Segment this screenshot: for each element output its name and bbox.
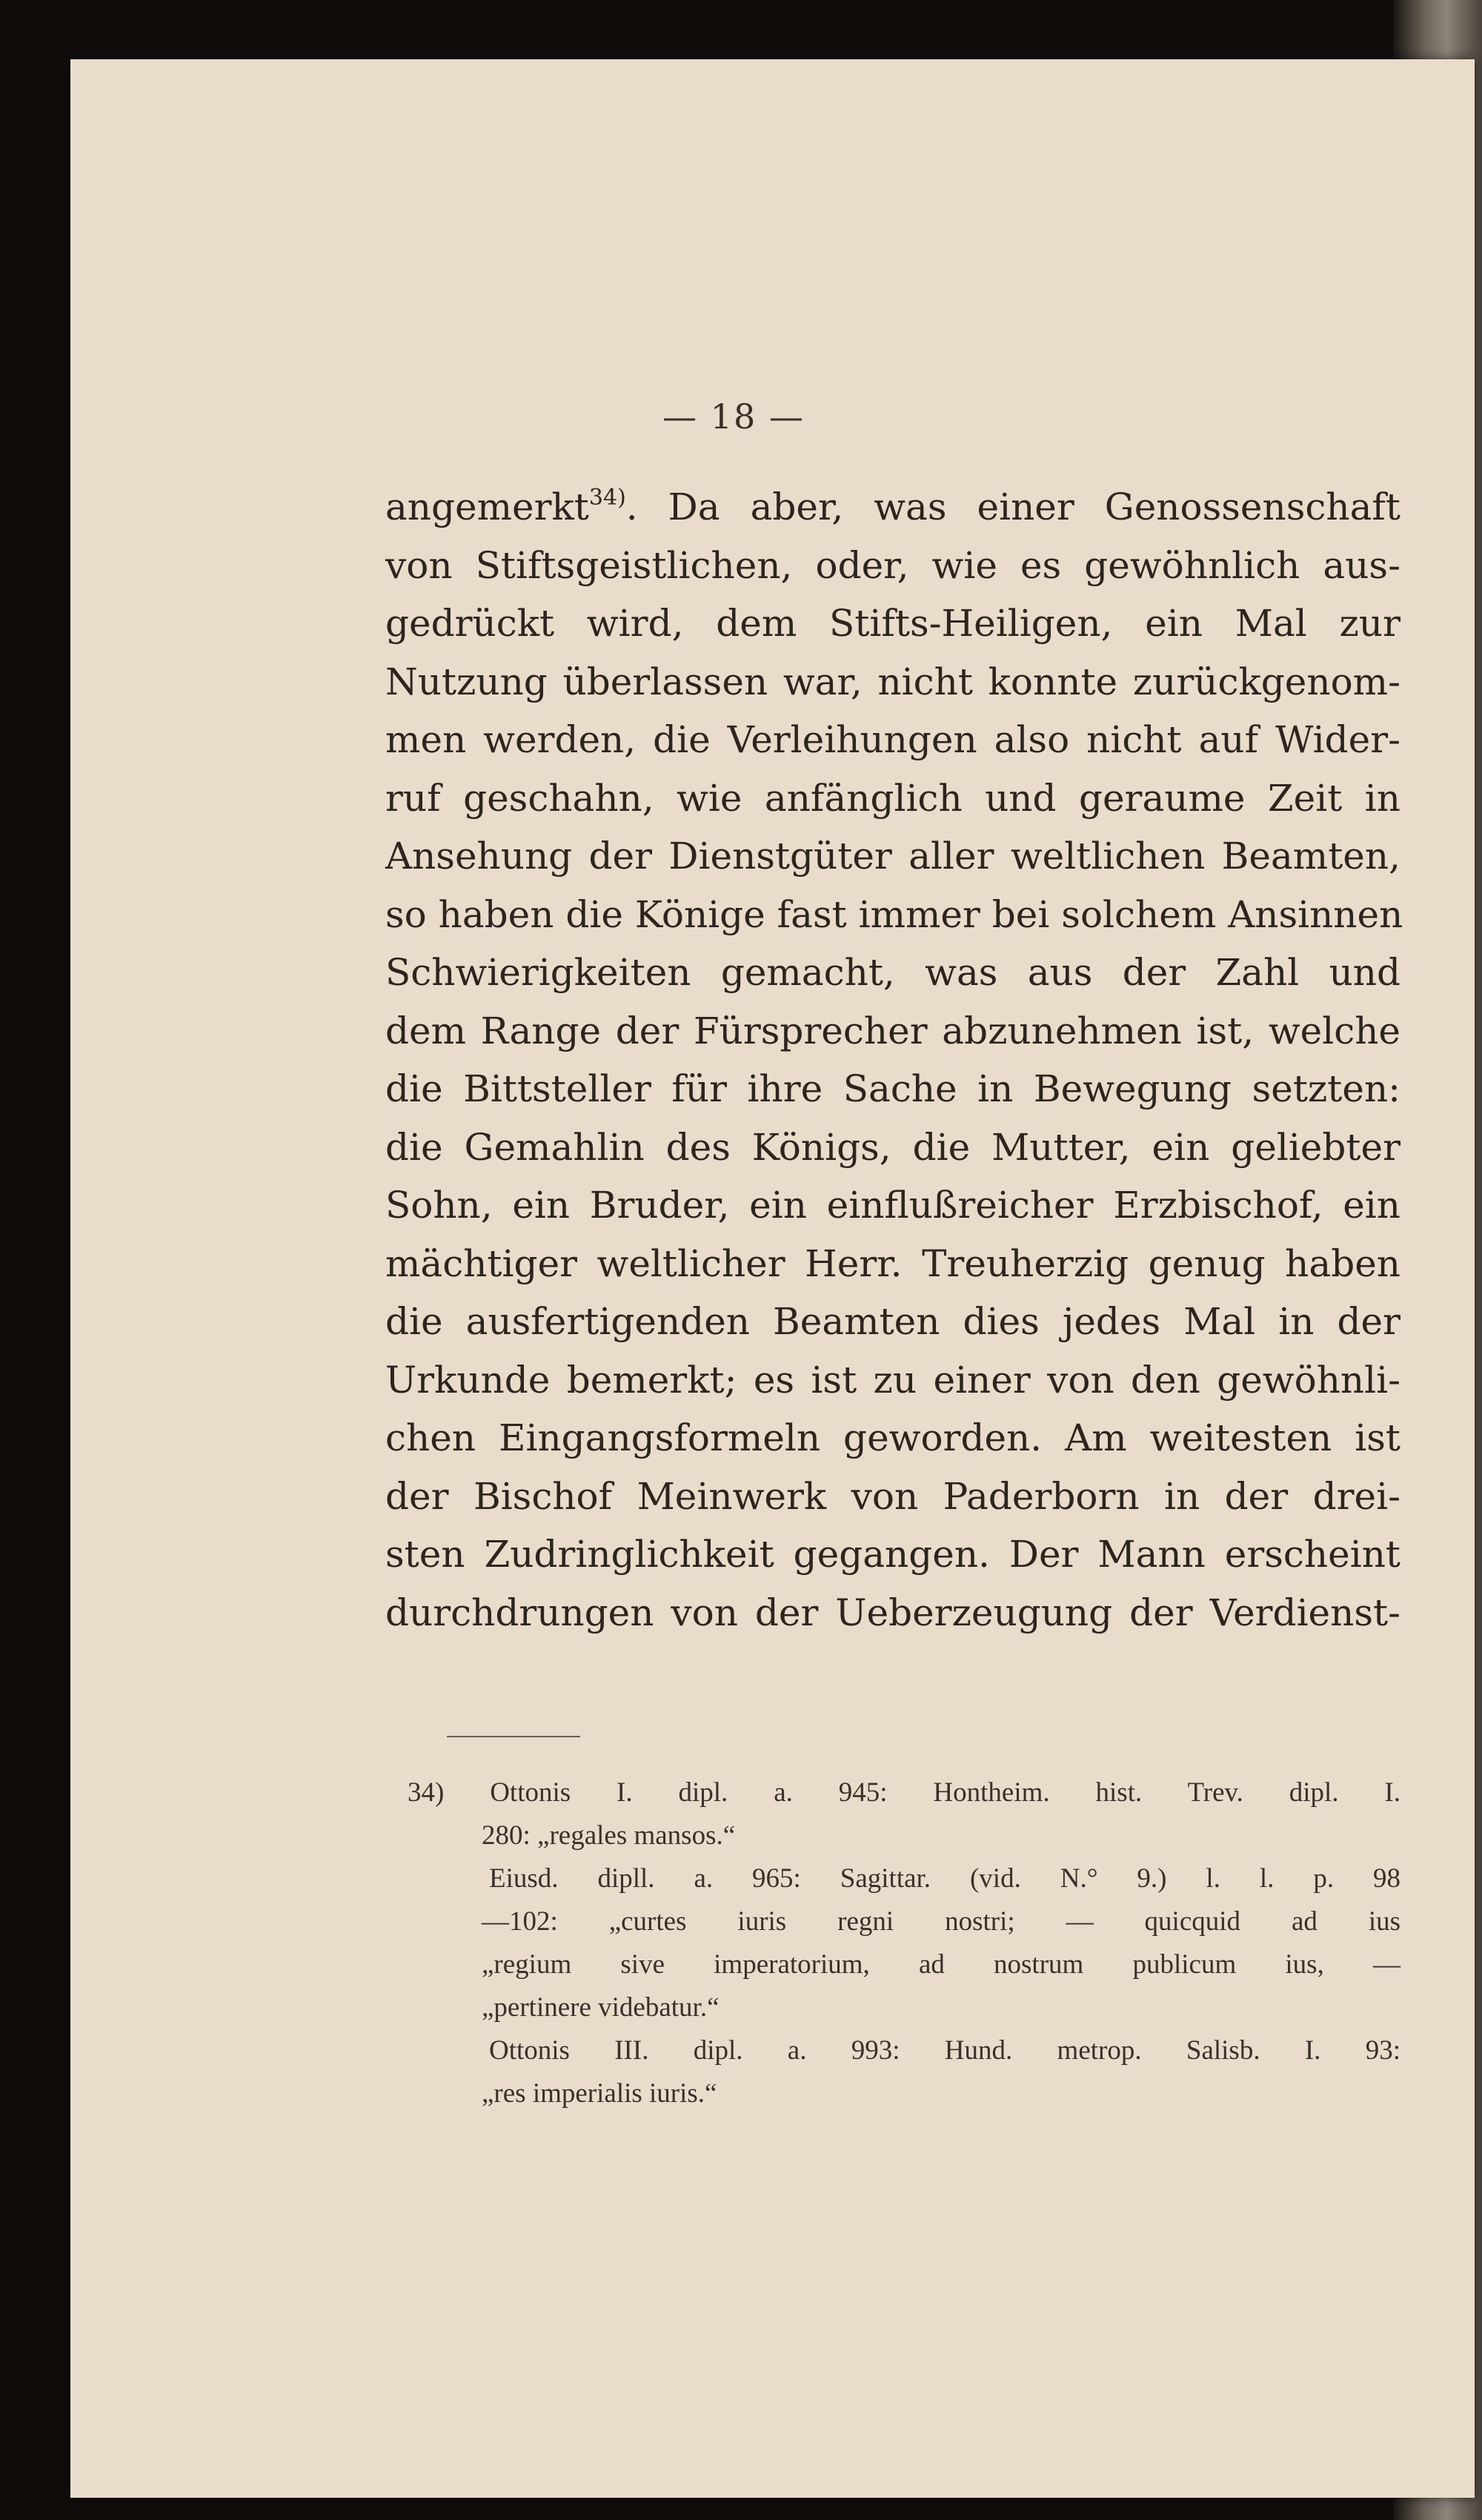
body-text: [385, 478, 1403, 1642]
text-line: men werden, die Verleihungen also nicht auf Wider-: [385, 718, 1400, 761]
text-line: von Stiftsgeistlichen, oder, wie es gewöhnlich aus-: [385, 543, 1400, 587]
footnote-line: Ottonis III. dipl. a. 993: Hund. metrop. Salisb. I. 93:: [489, 2035, 1400, 2066]
text-line: so haben die Könige fast immer bei solchem Ansinnen: [385, 892, 1403, 936]
text-line: Schwierigkeiten gemacht, was aus der Zahl und: [385, 951, 1400, 994]
text-line: dem Range der Fürsprecher abzunehmen ist, welche: [385, 1009, 1400, 1052]
text-line: Nutzung überlassen war, nicht konnte zurückgenom-: [385, 660, 1400, 703]
footnotes: [408, 1771, 1400, 2115]
footnote-line: —102: „curtes iuris regni nostri; — quicquid ad ius: [482, 1906, 1400, 1937]
footnote-line: Eiusd. dipll. a. 965: Sagittar. (vid. N.° 9.) l. l. p. 98: [489, 1863, 1400, 1894]
text-line: Ansehung der Dienstgüter aller weltlichen Beamten,: [385, 835, 1400, 878]
text-line: chen Eingangsformeln geworden. Am weitesten ist: [385, 1416, 1400, 1459]
text-segment: . Da aber, was einer Genossenschaft: [625, 485, 1400, 528]
text-line: sten Zudringlichkeit gegangen. Der Mann erscheint: [385, 1533, 1400, 1576]
book-page: [70, 59, 1475, 2498]
footnote-line: 280: „regales mansos.“: [482, 1820, 736, 1851]
text-line: Urkunde bemerkt; es ist zu einer von den gewöhnli-: [385, 1358, 1400, 1402]
text-line: die Bittsteller für ihre Sache in Bewegung setzten:: [385, 1067, 1400, 1110]
text-line: gedrückt wird, dem Stifts-Heiligen, ein Mal zur: [385, 602, 1400, 645]
footnote-line: „pertinere videbatur.“: [482, 1992, 720, 2023]
text-line: Sohn, ein Bruder, ein einflußreicher Erzbischof, ein: [385, 1184, 1400, 1227]
text-line: durchdrungen von der Ueberzeugung der Verdienst-: [385, 1591, 1400, 1634]
footnote-line: „regium sive imperatorium, ad nostrum publicum ius, —: [482, 1949, 1400, 1980]
text-line: ruf geschahn, wie anfänglich und geraume Zeit in: [385, 776, 1400, 820]
text-segment: angemerkt: [385, 485, 589, 528]
footnote-line: 34) Ottonis I. dipl. a. 945: Hontheim. hist. Trev. dipl. I.: [408, 1777, 1400, 1808]
text-line: [385, 478, 1400, 537]
footnote-divider: [447, 1736, 580, 1737]
text-line: mächtiger weltlicher Herr. Treuherzig genug haben: [385, 1241, 1400, 1285]
footnote-line: „res imperialis iuris.“: [482, 2078, 717, 2109]
text-line: der Bischof Meinwerk von Paderborn in der drei-: [385, 1474, 1400, 1518]
page-number: — 18 —: [662, 397, 805, 437]
footnote-reference: 34): [588, 485, 626, 511]
text-line: die ausfertigenden Beamten dies jedes Mal in der: [385, 1300, 1400, 1343]
text-line: die Gemahlin des Königs, die Mutter, ein geliebter: [385, 1125, 1400, 1169]
